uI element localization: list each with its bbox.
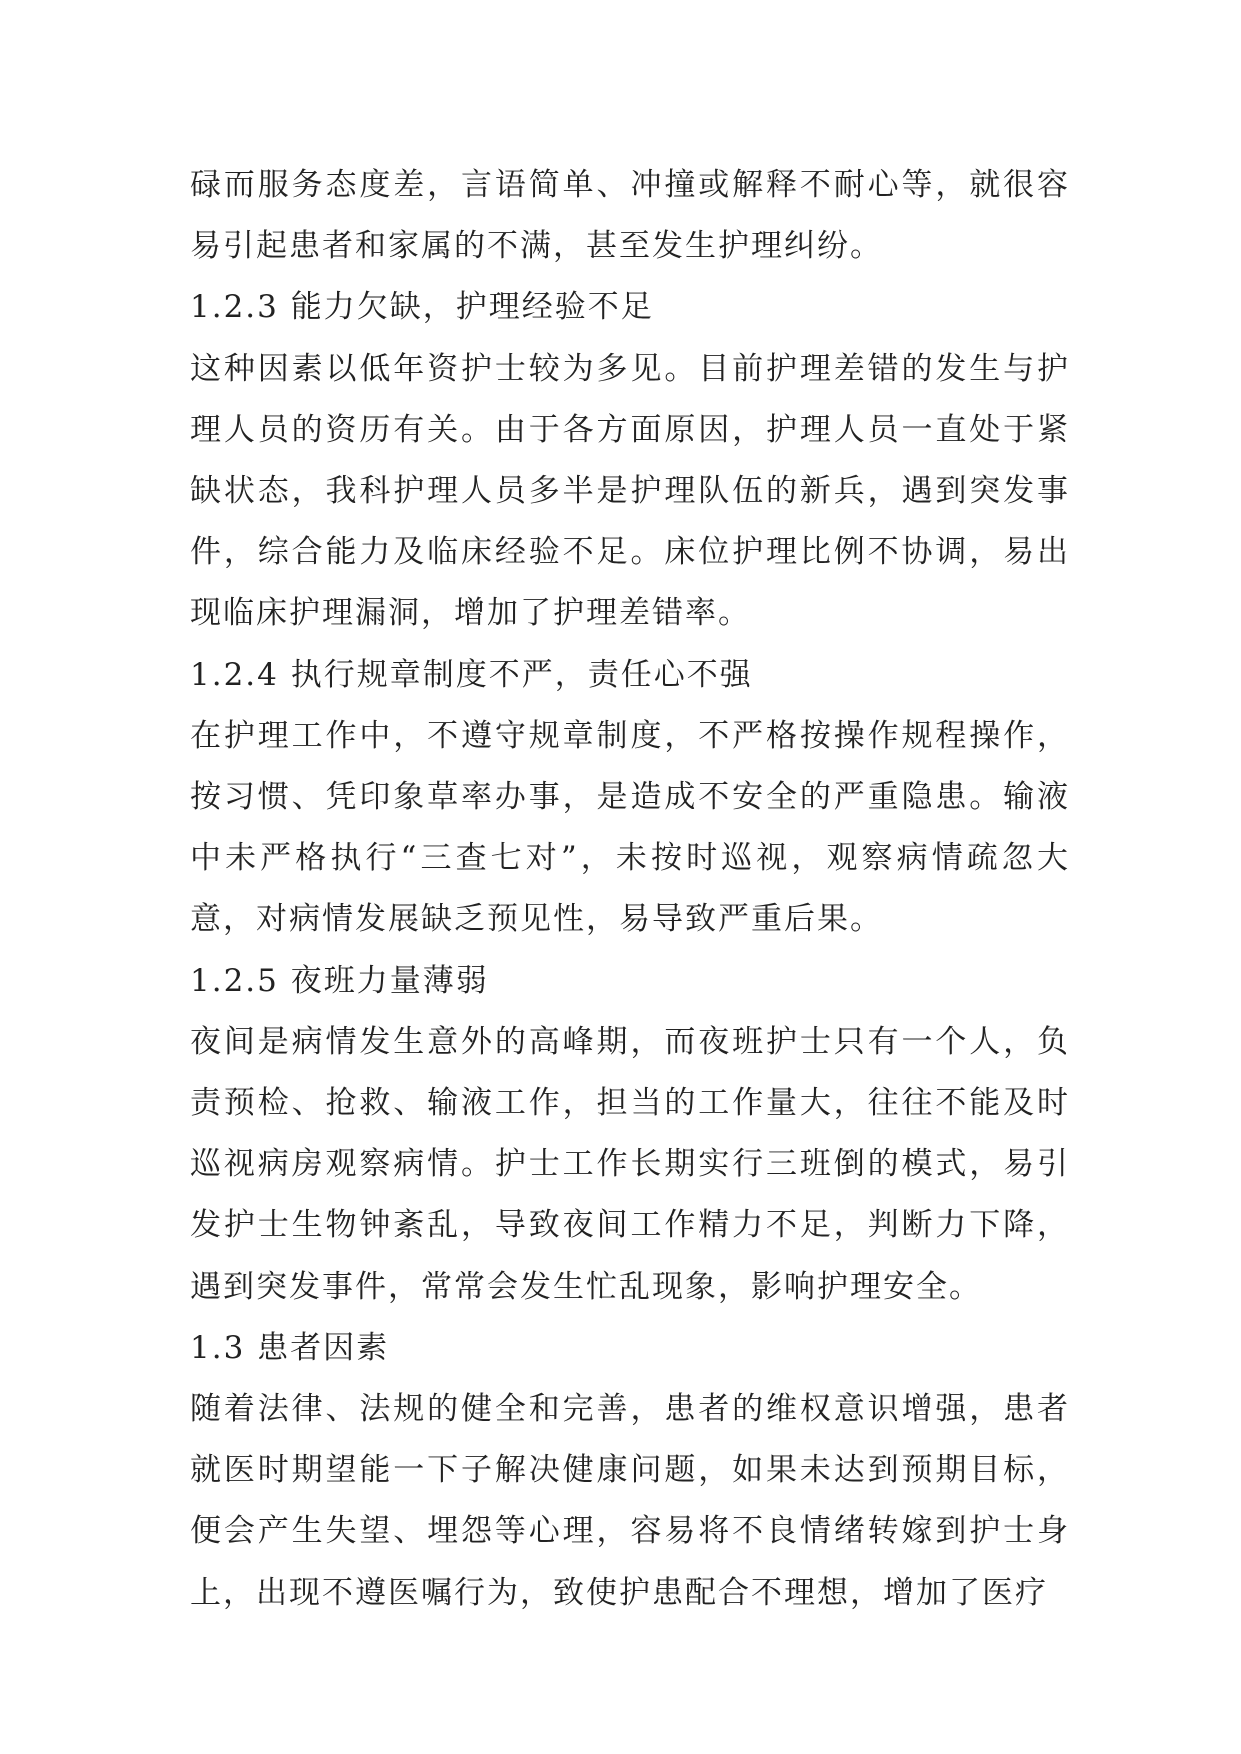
paragraph-rules-enforcement: 在护理工作中，不遵守规章制度，不严格按操作规程操作，按习惯、凭印象草率办事，是造成不安全的严重隐患。输液中未严格执行“三查七对”，未按时巡视，观察病情疏忽大意，对病情发展缺乏预见性，易导致严重后果。 bbox=[190, 717, 1070, 938]
heading-1-3: 1.3 患者因素 bbox=[190, 1329, 390, 1366]
paragraph-service-attitude: 碌而服务态度差，言语简单、冲撞或解释不耐心等，就很容易引起患者和家属的不满，甚至发生护理纠纷。 bbox=[190, 167, 1070, 265]
paragraph-inexperience: 这种因素以低年资护士较为多见。目前护理差错的发生与护理人员的资历有关。由于各方面原因，护理人员一直处于紧缺状态，我科护理人员多半是护理队伍的新兵，遇到突发事件，综合能力及临床经验不足。床位护理比例不协调，易出现临床护理漏洞，增加了护理差错率。 bbox=[190, 350, 1070, 632]
heading-1-2-3: 1.2.3 能力欠缺，护理经验不足 bbox=[190, 289, 654, 326]
document-body bbox=[190, 155, 1070, 1624]
heading-1-2-5: 1.2.5 夜班力量薄弱 bbox=[190, 962, 489, 999]
heading-1-2-4: 1.2.4 执行规章制度不严，责任心不强 bbox=[190, 656, 753, 693]
paragraph-night-shift: 夜间是病情发生意外的高峰期，而夜班护士只有一个人，负责预检、抢救、输液工作，担当的工作量大，往往不能及时巡视病房观察病情。护士工作长期实行三班倒的模式，易引发护士生物钟紊乱，导致夜间工作精力不足，判断力下降，遇到突发事件，常常会发生忙乱现象，影响护理安全。 bbox=[190, 1023, 1070, 1305]
paragraph-patient-factors: 随着法律、法规的健全和完善，患者的维权意识增强，患者就医时期望能一下子解决健康问题，如果未达到预期目标，便会产生失望、埋怨等心理，容易将不良情绪转嫁到护士身上，出现不遵医嘱行为，致使护患配合不理想，增加了医疗 bbox=[190, 1391, 1070, 1611]
